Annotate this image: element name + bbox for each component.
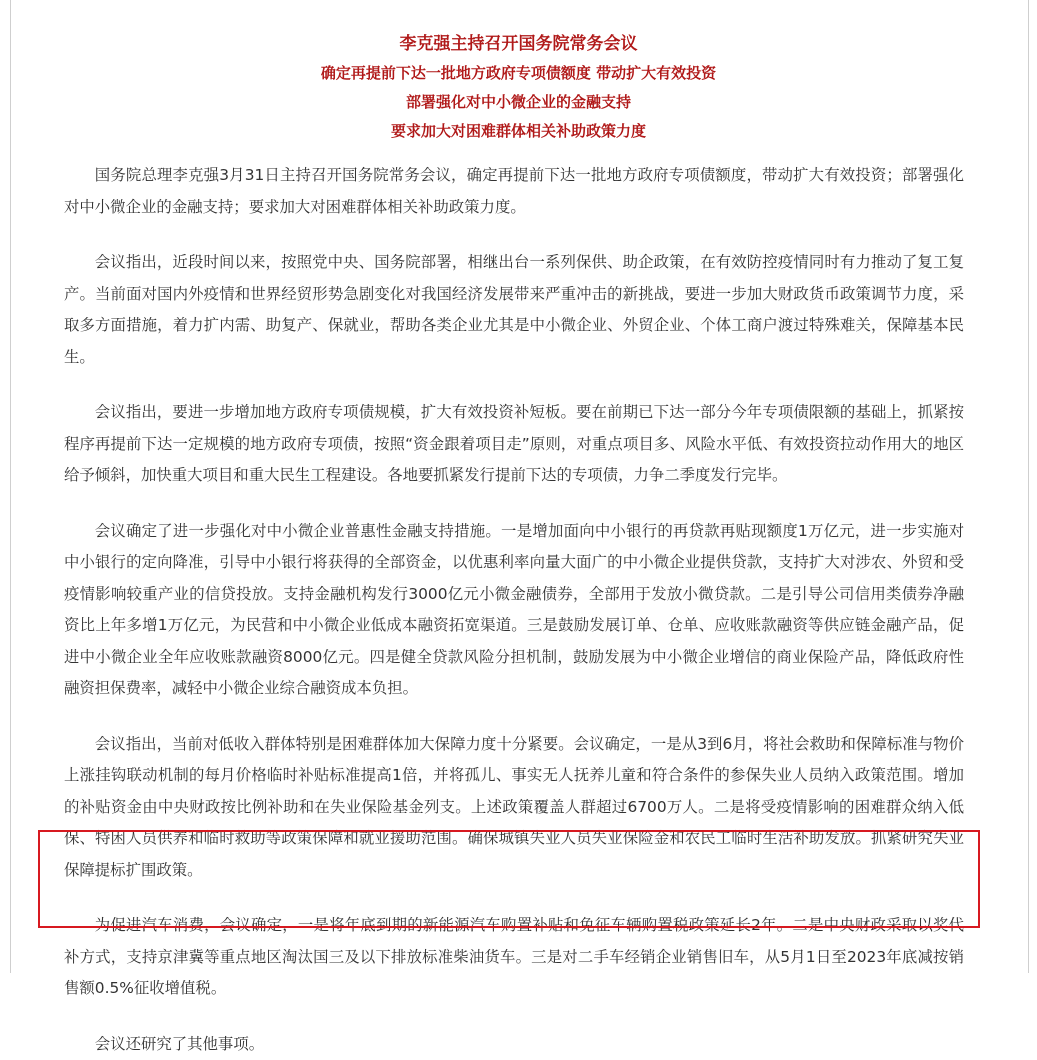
paragraph-special-bonds: 会议指出，要进一步增加地方政府专项债规模，扩大有效投资补短板。要在前期已下达一部分今年专项债限额的基础上，抓紧按程序再提前下达一定规模的地方政府专项债，按照“资金跟着项目走”原则，对重点项目多、风险水平低、有效投资拉动作用大的地区给予倾斜，加快重大项目和重大民生工程建设。各地要抓紧发行提前下达的专项债，力争二季度发行完毕。	[64, 397, 964, 492]
paragraph-policy-overview: 会议指出，近段时间以来，按照党中央、国务院部署，相继出台一系列保供、助企政策，在有效防控疫情同时有力推动了复工复产。当前面对国内外疫情和世界经贸形势急剧变化对我国经济发展带来严重冲击的新挑战，要进一步加大财政货币政策调节力度，采取多方面措施，着力扩内需、助复产、保就业，帮助各类企业尤其是中小微企业、外贸企业、个体工商户渡过特殊难关，保障基本民生。	[64, 247, 964, 373]
paragraph-sme-finance: 会议确定了进一步强化对中小微企业普惠性金融支持措施。一是增加面向中小银行的再贷款再贴现额度1万亿元，进一步实施对中小银行的定向降准，引导中小银行将获得的全部资金，以优惠利率向量大面广的中小微企业提供贷款，支持扩大对涉农、外贸和受疫情影响较重产业的信贷投放。支持金融机构发行3000亿元小微金融债券，全部用于发放小微贷款。二是引导公司信用类债券净融资比上年多增1万亿元，为民营和中小微企业低成本融资拓宽渠道。三是鼓励发展订单、仓单、应收账款融资等供应链金融产品，促进中小微企业全年应收账款融资8000亿元。四是健全贷款风险分担机制，鼓励发展为中小微企业增信的商业保险产品，降低政府性融资担保费率，减轻中小微企业综合融资成本负担。	[64, 516, 964, 705]
article-subtitle-2: 部署强化对中小微企业的金融支持	[0, 88, 1037, 117]
article-header	[0, 30, 1037, 146]
paragraph-low-income-support: 会议指出，当前对低收入群体特别是困难群体加大保障力度十分紧要。会议确定，一是从3到6月，将社会救助和保障标准与物价上涨挂钩联动机制的每月价格临时补贴标准提高1倍，并将孤儿、事实无人抚养儿童和符合条件的参保失业人员纳入政策范围。增加的补贴资金由中央财政按比例补助和在失业保险基金列支。上述政策覆盖人群超过6700万人。二是将受疫情影响的困难群众纳入低保、特困人员供养和临时救助等政策保障和就业援助范围。确保城镇失业人员失业保险金和农民工临时生活补助发放。抓紧研究失业保障提标扩围政策。	[64, 729, 964, 887]
article-title: 李克强主持召开国务院常务会议	[0, 30, 1037, 59]
article-subtitle-3: 要求加大对困难群体相关补助政策力度	[0, 117, 1037, 146]
article-subtitle-1: 确定再提前下达一批地方政府专项债额度 带动扩大有效投资	[0, 59, 1037, 88]
paragraph-other-matters: 会议还研究了其他事项。	[64, 1029, 964, 1060]
article-body	[64, 160, 964, 1060]
paragraph-intro: 国务院总理李克强3月31日主持召开国务院常务会议，确定再提前下达一批地方政府专项债额度，带动扩大有效投资；部署强化对中小微企业的金融支持；要求加大对困难群体相关补助政策力度。	[64, 160, 964, 223]
paragraph-auto-consumption: 为促进汽车消费，会议确定，一是将年底到期的新能源汽车购置补贴和免征车辆购置税政策延长2年。二是中央财政采取以奖代补方式，支持京津冀等重点地区淘汰国三及以下排放标准柴油货车。三是对二手车经销企业销售旧车，从5月1日至2023年底减按销售额0.5%征收增值税。	[64, 910, 964, 1005]
